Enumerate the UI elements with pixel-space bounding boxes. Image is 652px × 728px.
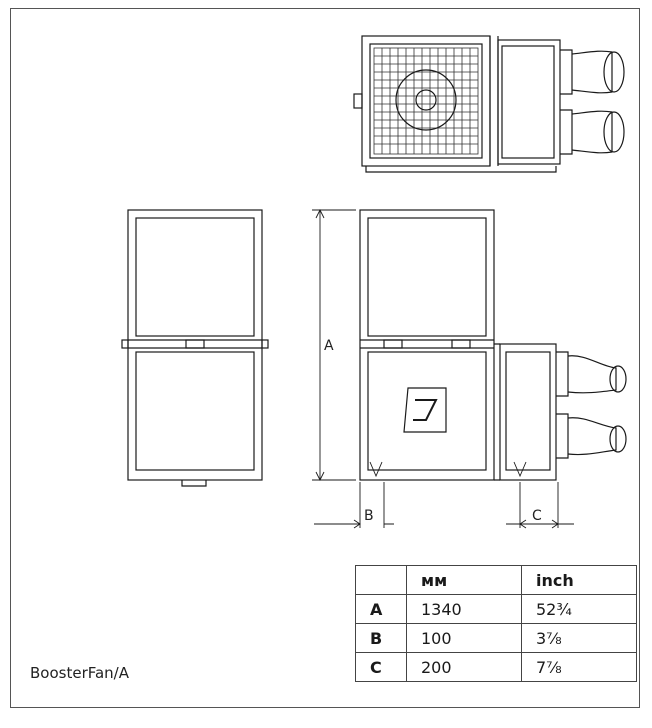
front-view-lower-panel bbox=[368, 352, 486, 470]
fan-circle bbox=[396, 70, 456, 130]
left-view-right-tab bbox=[262, 340, 268, 348]
table-cell-mm: 100 bbox=[407, 624, 522, 653]
front-view-mid-rail bbox=[360, 340, 494, 348]
table-cell-inch: 7⅞ bbox=[522, 653, 637, 682]
table-cell-mm: 1340 bbox=[407, 595, 522, 624]
table-row bbox=[356, 653, 637, 682]
table-row bbox=[356, 624, 637, 653]
table-cell-mm: 200 bbox=[407, 653, 522, 682]
top-view-duct-lower bbox=[560, 110, 624, 154]
fan-hub bbox=[416, 90, 436, 110]
front-view-latch-right bbox=[452, 340, 470, 348]
front-view-upper-panel bbox=[368, 218, 486, 336]
left-view-latch bbox=[186, 340, 204, 348]
table-cell-key: A bbox=[356, 595, 407, 624]
front-view-side-panel bbox=[506, 352, 550, 470]
left-view-left-tab bbox=[122, 340, 128, 348]
front-view-side-connector bbox=[494, 344, 500, 480]
top-view-side-panel bbox=[502, 46, 554, 158]
dimension-b-label: B bbox=[364, 508, 374, 524]
table-cell-inch: 52¾ bbox=[522, 595, 637, 624]
dimension-a-label: A bbox=[324, 338, 334, 354]
left-view-outer-frame bbox=[128, 210, 262, 480]
front-view-side-box bbox=[500, 344, 556, 480]
table-cell-inch: 3⅞ bbox=[522, 624, 637, 653]
front-view-outer-frame bbox=[360, 210, 494, 480]
table-header-row bbox=[356, 566, 637, 595]
front-view-duct-upper bbox=[556, 352, 626, 396]
dimension-a bbox=[312, 210, 356, 480]
left-view-lower-panel bbox=[136, 352, 254, 470]
top-view bbox=[354, 36, 624, 172]
table-cell-key: B bbox=[356, 624, 407, 653]
table-header-mm: мм bbox=[407, 566, 522, 595]
left-view-mid-rail bbox=[128, 340, 262, 348]
top-view-duct-upper bbox=[560, 50, 624, 94]
front-view-logo-mark bbox=[413, 400, 436, 420]
left-view-upper-panel bbox=[136, 218, 254, 336]
front-view-duct-lower bbox=[556, 414, 626, 458]
top-view-divider bbox=[490, 36, 498, 166]
top-view-side-tab bbox=[354, 94, 362, 108]
dimensions-table bbox=[355, 565, 637, 682]
front-view bbox=[360, 210, 626, 480]
table-row bbox=[356, 595, 637, 624]
left-view-foot bbox=[182, 480, 206, 486]
table-cell-key: C bbox=[356, 653, 407, 682]
dimension-b bbox=[314, 462, 394, 528]
left-view bbox=[122, 210, 268, 486]
top-view-side-box bbox=[498, 40, 560, 164]
dimension-c-label: C bbox=[532, 508, 542, 524]
top-view-base bbox=[366, 166, 556, 172]
front-view-latch-left bbox=[384, 340, 402, 348]
top-view-grille bbox=[374, 48, 478, 154]
top-view-grille-frame bbox=[370, 44, 482, 158]
table-header-key bbox=[356, 566, 407, 595]
table-header-inch: inch bbox=[522, 566, 637, 595]
top-view-fan-box bbox=[362, 36, 490, 166]
product-name: BoosterFan/A bbox=[30, 664, 130, 682]
front-view-logo bbox=[404, 388, 446, 432]
